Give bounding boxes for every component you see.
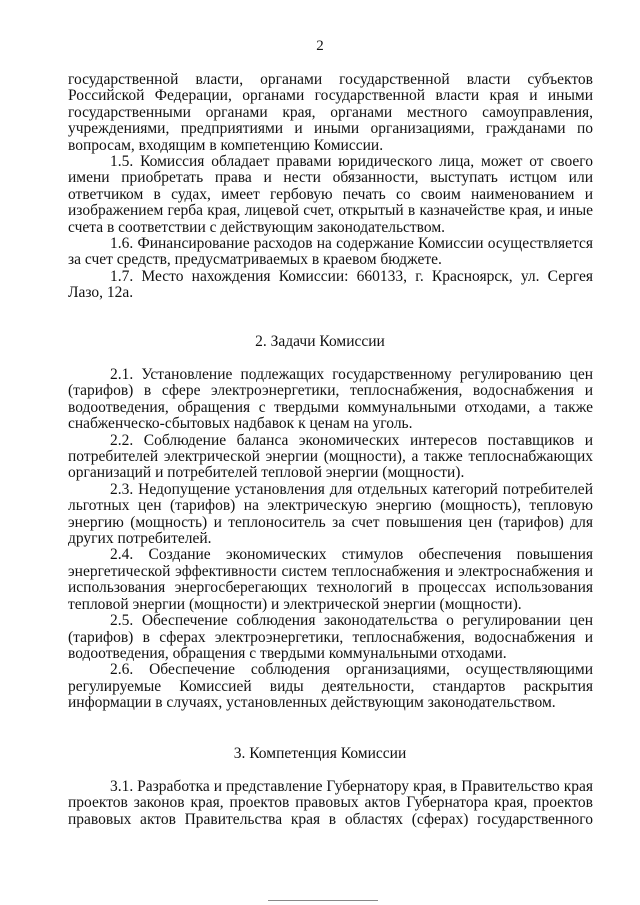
scan-edge-mark [268,900,378,901]
section-3-title: 3. Компетенция Комиссии [233,745,407,762]
paragraph-1-5: 1.5. Комиссия обладает правами юридического лица, может от своего имени приобретать права и нести обязанности, выступать истцом или ответчиком в судах, имеет гербовую печать со своим наименованием и изображением герба края, лицевой счет, открытый в казначействе края, и иные счета в соответствии с действующим законодательством. [68,153,593,236]
paragraph-3-1: 3.1. Разработка и представление Губернатору края, в Правительство края проектов законов края, проектов правовых актов Губернатора края, проектов правовых актов Правительства края в областях (сферах) государственного [68,778,593,828]
paragraph-2-6: 2.6. Обеспечение соблюдения организациями, осуществляющими регулируемые Комиссией виды деятельности, стандартов раскрытия информации в случаях, установленных действующим законодательством. [68,661,593,712]
page-number: 2 [316,38,324,54]
paragraph-1-6: 1.6. Финансирование расходов на содержание Комиссии осуществляется за счет средств, предусматриваемых в краевом бюджете. [68,235,593,269]
section-2-title: 2. Задачи Комиссии [255,333,385,350]
paragraph-1-7: 1.7. Место нахождения Комиссии: 660133, г. Красноярск, ул. Сергея Лазо, 12а. [68,267,593,302]
section1-continuation [68,72,593,302]
paragraph-1-4-continuation: государственной власти, органами государственной власти субъектов Российской Федерации, органами государственной власти края и иными государственными органами края, органами местного самоуправления, учреждениями, предприятиями и иными организациями, гражданами по вопросам, входящим в компетенцию Комиссии. [68,71,593,154]
paragraph-2-3: 2.3. Недопущение установления для отдельных категорий потребителей льготных цен (тарифов) на электрическую энергию (мощность), тепловую энергию (мощность) и теплоноситель за счет повышения цен (тарифов) для других потребителей. [68,480,593,548]
section2-body [68,367,593,712]
paragraph-2-2: 2.2. Соблюдение баланса экономических интересов поставщиков и потребителей электрической энергии (мощности), а также теплоснабжающих организаций и потребителей тепловой энергии (мощности). [68,431,593,482]
paragraph-2-5: 2.5. Обеспечение соблюдения законодательства о регулировании цен (тарифов) в сферах электроэнергетики, теплоснабжения, водоснабжения и водоотведения, обращения с твердыми коммунальными отходами. [68,612,593,662]
paragraph-2-1: 2.1. Установление подлежащих государственному регулированию цен (тарифов) в сфере электроэнергетики, теплоснабжения, водоснабжения и водоотведения, обращения с твердыми коммунальными отходами, а также снабженческо-сбытовых надбавок к ценам на уголь. [68,366,593,433]
paragraph-2-4: 2.4. Создание экономических стимулов обеспечения повышения энергетической эффективности систем теплоснабжения и электроснабжения и использования энергосберегающих технологий в процессах использования тепловой энергии (мощности) и электрической энергии (мощности). [68,546,593,613]
section3-body [68,779,593,828]
